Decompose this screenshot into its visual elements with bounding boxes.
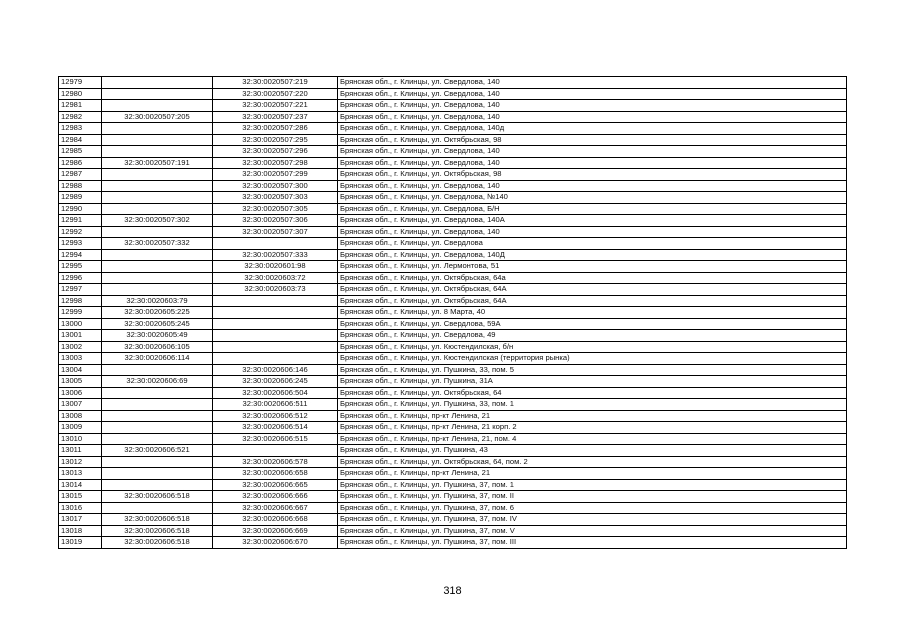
row-number: 13014 [59, 479, 102, 491]
parent-cadastral-number: 32:30:0020603:79 [102, 295, 213, 307]
address: Брянская обл., г. Клинцы, ул. Свердлова, 140 [338, 111, 847, 123]
table-row [59, 88, 847, 100]
address: Брянская обл., г. Клинцы, ул. Свердлова, 59А [338, 318, 847, 330]
parent-cadastral-number [102, 261, 213, 273]
address: Брянская обл., г. Клинцы, ул. Свердлова, 140 [338, 77, 847, 89]
parent-cadastral-number [102, 123, 213, 135]
row-number: 13006 [59, 387, 102, 399]
table-row [59, 387, 847, 399]
row-number: 13019 [59, 537, 102, 549]
row-number: 13017 [59, 514, 102, 526]
parent-cadastral-number [102, 433, 213, 445]
parent-cadastral-number [102, 146, 213, 158]
parent-cadastral-number [102, 203, 213, 215]
address: Брянская обл., г. Клинцы, ул. Октябрьская, 98 [338, 169, 847, 181]
address: Брянская обл., г. Клинцы, ул. Октябрьская, 98 [338, 134, 847, 146]
parent-cadastral-number [102, 226, 213, 238]
parent-cadastral-number [102, 456, 213, 468]
table-row [59, 353, 847, 365]
row-number: 12985 [59, 146, 102, 158]
row-number: 12982 [59, 111, 102, 123]
row-number: 12993 [59, 238, 102, 250]
cadastral-number: 32:30:0020606:658 [213, 468, 338, 480]
parent-cadastral-number [102, 399, 213, 411]
address: Брянская обл., г. Клинцы, ул. Октябрьская, 64А [338, 284, 847, 296]
row-number: 12983 [59, 123, 102, 135]
parent-cadastral-number [102, 134, 213, 146]
address: Брянская обл., г. Клинцы, ул. Свердлова, 140А [338, 215, 847, 227]
parent-cadastral-number: 32:30:0020606:518 [102, 514, 213, 526]
cadastral-number [213, 341, 338, 353]
parent-cadastral-number [102, 364, 213, 376]
row-number: 12998 [59, 295, 102, 307]
row-number: 13005 [59, 376, 102, 388]
cadastral-number: 32:30:0020606:666 [213, 491, 338, 503]
row-number: 13011 [59, 445, 102, 457]
parent-cadastral-number [102, 88, 213, 100]
cadastral-number: 32:30:0020601:98 [213, 261, 338, 273]
address: Брянская обл., г. Клинцы, ул. Пушкина, 33, пом. 5 [338, 364, 847, 376]
address: Брянская обл., г. Клинцы, ул. Пушкина, 37, пом. V [338, 525, 847, 537]
table-row [59, 376, 847, 388]
row-number: 12997 [59, 284, 102, 296]
address: Брянская обл., г. Клинцы, ул. Свердлова, 49 [338, 330, 847, 342]
table-row [59, 514, 847, 526]
table-row [59, 123, 847, 135]
address: Брянская обл., г. Клинцы, пр-кт Ленина, 21 корп. 2 [338, 422, 847, 434]
table-row [59, 157, 847, 169]
table-row [59, 422, 847, 434]
table-row [59, 399, 847, 411]
table-row [59, 169, 847, 181]
parent-cadastral-number: 32:30:0020606:521 [102, 445, 213, 457]
address: Брянская обл., г. Клинцы, ул. Свердлова [338, 238, 847, 250]
address: Брянская обл., г. Клинцы, ул. Свердлова, Б/Н [338, 203, 847, 215]
row-number: 12994 [59, 249, 102, 261]
table-row [59, 330, 847, 342]
address: Брянская обл., г. Клинцы, ул. Лермонтова, 51 [338, 261, 847, 273]
cadastral-number: 32:30:0020507:237 [213, 111, 338, 123]
row-number: 13008 [59, 410, 102, 422]
row-number: 12989 [59, 192, 102, 204]
cadastral-number [213, 330, 338, 342]
row-number: 12981 [59, 100, 102, 112]
parent-cadastral-number: 32:30:0020606:518 [102, 537, 213, 549]
table-row [59, 537, 847, 549]
parent-cadastral-number: 32:30:0020507:205 [102, 111, 213, 123]
address: Брянская обл., г. Клинцы, ул. Свердлова, 140 [338, 157, 847, 169]
table-row [59, 433, 847, 445]
parent-cadastral-number [102, 77, 213, 89]
address: Брянская обл., г. Клинцы, ул. Пушкина, 37, пом. 1 [338, 479, 847, 491]
row-number: 13016 [59, 502, 102, 514]
parent-cadastral-number [102, 502, 213, 514]
table-row [59, 203, 847, 215]
parent-cadastral-number: 32:30:0020606:114 [102, 353, 213, 365]
row-number: 12991 [59, 215, 102, 227]
cadastral-number [213, 318, 338, 330]
cadastral-number: 32:30:0020606:670 [213, 537, 338, 549]
row-number: 12996 [59, 272, 102, 284]
address: Брянская обл., г. Клинцы, ул. Кюстендилская (территория рынка) [338, 353, 847, 365]
cadastral-number: 32:30:0020606:504 [213, 387, 338, 399]
table-row [59, 525, 847, 537]
address: Брянская обл., г. Клинцы, ул. Пушкина, 37, пом. 6 [338, 502, 847, 514]
parent-cadastral-number: 32:30:0020605:245 [102, 318, 213, 330]
cadastral-number: 32:30:0020507:298 [213, 157, 338, 169]
page-number: 318 [443, 585, 462, 597]
row-number: 13015 [59, 491, 102, 503]
table-row [59, 502, 847, 514]
address: Брянская обл., г. Клинцы, ул. Октябрьская, 64, пом. 2 [338, 456, 847, 468]
address: Брянская обл., г. Клинцы, ул. Свердлова, 140д [338, 123, 847, 135]
address: Брянская обл., г. Клинцы, ул. Пушкина, 37, пом. IV [338, 514, 847, 526]
address: Брянская обл., г. Клинцы, пр-кт Ленина, 21, пом. 4 [338, 433, 847, 445]
parent-cadastral-number [102, 100, 213, 112]
cadastral-number [213, 445, 338, 457]
address: Брянская обл., г. Клинцы, ул. Октябрьская, 64а [338, 272, 847, 284]
cadastral-number [213, 353, 338, 365]
cadastral-number: 32:30:0020507:300 [213, 180, 338, 192]
cadastral-number: 32:30:0020606:146 [213, 364, 338, 376]
address: Брянская обл., г. Клинцы, ул. Свердлова, 140 [338, 180, 847, 192]
cadastral-table [58, 76, 847, 549]
address: Брянская обл., г. Клинцы, ул. Свердлова, №140 [338, 192, 847, 204]
table-row [59, 215, 847, 227]
cadastral-number: 32:30:0020606:669 [213, 525, 338, 537]
table-row [59, 261, 847, 273]
row-number: 13003 [59, 353, 102, 365]
cadastral-number: 32:30:0020606:665 [213, 479, 338, 491]
cadastral-number [213, 295, 338, 307]
parent-cadastral-number [102, 272, 213, 284]
cadastral-number: 32:30:0020606:514 [213, 422, 338, 434]
parent-cadastral-number: 32:30:0020507:302 [102, 215, 213, 227]
table-row [59, 479, 847, 491]
cadastral-number: 32:30:0020507:303 [213, 192, 338, 204]
address: Брянская обл., г. Клинцы, ул. Свердлова, 140Д [338, 249, 847, 261]
row-number: 13000 [59, 318, 102, 330]
parent-cadastral-number [102, 410, 213, 422]
row-number: 12988 [59, 180, 102, 192]
row-number: 12980 [59, 88, 102, 100]
table-row [59, 468, 847, 480]
address: Брянская обл., г. Клинцы, ул. Свердлова, 140 [338, 88, 847, 100]
parent-cadastral-number: 32:30:0020605:225 [102, 307, 213, 319]
cadastral-number: 32:30:0020606:668 [213, 514, 338, 526]
parent-cadastral-number [102, 422, 213, 434]
parent-cadastral-number [102, 468, 213, 480]
cadastral-number: 32:30:0020507:306 [213, 215, 338, 227]
row-number: 12999 [59, 307, 102, 319]
row-number: 13004 [59, 364, 102, 376]
row-number: 13018 [59, 525, 102, 537]
parent-cadastral-number: 32:30:0020606:69 [102, 376, 213, 388]
cadastral-number: 32:30:0020606:511 [213, 399, 338, 411]
address: Брянская обл., г. Клинцы, ул. Свердлова, 140 [338, 226, 847, 238]
table-row [59, 272, 847, 284]
row-number: 12986 [59, 157, 102, 169]
parent-cadastral-number: 32:30:0020605:49 [102, 330, 213, 342]
table-row [59, 341, 847, 353]
parent-cadastral-number: 32:30:0020507:191 [102, 157, 213, 169]
table-row [59, 180, 847, 192]
cadastral-number: 32:30:0020606:667 [213, 502, 338, 514]
row-number: 13012 [59, 456, 102, 468]
table-row [59, 249, 847, 261]
parent-cadastral-number [102, 192, 213, 204]
address: Брянская обл., г. Клинцы, ул. Свердлова, 140 [338, 146, 847, 158]
address: Брянская обл., г. Клинцы, ул. Пушкина, 31А [338, 376, 847, 388]
parent-cadastral-number [102, 249, 213, 261]
table-row [59, 445, 847, 457]
table-body [59, 77, 847, 549]
parent-cadastral-number: 32:30:0020606:105 [102, 341, 213, 353]
row-number: 12990 [59, 203, 102, 215]
table-row [59, 307, 847, 319]
cadastral-number [213, 238, 338, 250]
cadastral-number: 32:30:0020507:299 [213, 169, 338, 181]
cadastral-number: 32:30:0020507:219 [213, 77, 338, 89]
address: Брянская обл., г. Клинцы, ул. Пушкина, 37, пом. II [338, 491, 847, 503]
row-number: 13001 [59, 330, 102, 342]
table-row [59, 238, 847, 250]
table-row [59, 410, 847, 422]
cadastral-number: 32:30:0020507:221 [213, 100, 338, 112]
cadastral-number: 32:30:0020507:286 [213, 123, 338, 135]
row-number: 13013 [59, 468, 102, 480]
row-number: 12992 [59, 226, 102, 238]
cadastral-number: 32:30:0020603:72 [213, 272, 338, 284]
address: Брянская обл., г. Клинцы, ул. Пушкина, 33, пом. 1 [338, 399, 847, 411]
cadastral-number [213, 307, 338, 319]
address: Брянская обл., г. Клинцы, ул. Свердлова, 140 [338, 100, 847, 112]
table-row [59, 134, 847, 146]
parent-cadastral-number [102, 479, 213, 491]
address: Брянская обл., г. Клинцы, пр-кт Ленина, 21 [338, 468, 847, 480]
row-number: 13002 [59, 341, 102, 353]
address: Брянская обл., г. Клинцы, ул. Октябрьская, 64А [338, 295, 847, 307]
cadastral-number: 32:30:0020507:295 [213, 134, 338, 146]
table-row [59, 456, 847, 468]
table-row [59, 111, 847, 123]
address: Брянская обл., г. Клинцы, ул. Пушкина, 43 [338, 445, 847, 457]
table-row [59, 192, 847, 204]
table-row [59, 100, 847, 112]
parent-cadastral-number [102, 387, 213, 399]
row-number: 13010 [59, 433, 102, 445]
parent-cadastral-number [102, 169, 213, 181]
parent-cadastral-number: 32:30:0020507:332 [102, 238, 213, 250]
parent-cadastral-number [102, 180, 213, 192]
cadastral-number: 32:30:0020507:296 [213, 146, 338, 158]
row-number: 12987 [59, 169, 102, 181]
table-row [59, 284, 847, 296]
table-row [59, 364, 847, 376]
table-row [59, 491, 847, 503]
table-row [59, 77, 847, 89]
cadastral-number: 32:30:0020507:220 [213, 88, 338, 100]
parent-cadastral-number [102, 284, 213, 296]
address: Брянская обл., г. Клинцы, ул. Кюстендилская, б/н [338, 341, 847, 353]
table-row [59, 295, 847, 307]
row-number: 13009 [59, 422, 102, 434]
address: Брянская обл., г. Клинцы, пр-кт Ленина, 21 [338, 410, 847, 422]
cadastral-number: 32:30:0020606:245 [213, 376, 338, 388]
parent-cadastral-number: 32:30:0020606:518 [102, 491, 213, 503]
row-number: 12995 [59, 261, 102, 273]
row-number: 13007 [59, 399, 102, 411]
parent-cadastral-number: 32:30:0020606:518 [102, 525, 213, 537]
table-row [59, 226, 847, 238]
cadastral-number: 32:30:0020507:305 [213, 203, 338, 215]
cadastral-number: 32:30:0020606:512 [213, 410, 338, 422]
address: Брянская обл., г. Клинцы, ул. Пушкина, 37, пом. III [338, 537, 847, 549]
address: Брянская обл., г. Клинцы, ул. 8 Марта, 40 [338, 307, 847, 319]
cadastral-number: 32:30:0020606:578 [213, 456, 338, 468]
table-row [59, 318, 847, 330]
cadastral-number: 32:30:0020603:73 [213, 284, 338, 296]
cadastral-number: 32:30:0020507:307 [213, 226, 338, 238]
row-number: 12984 [59, 134, 102, 146]
address: Брянская обл., г. Клинцы, ул. Октябрьская, 64 [338, 387, 847, 399]
row-number: 12979 [59, 77, 102, 89]
table-row [59, 146, 847, 158]
cadastral-number: 32:30:0020606:515 [213, 433, 338, 445]
cadastral-number: 32:30:0020507:333 [213, 249, 338, 261]
